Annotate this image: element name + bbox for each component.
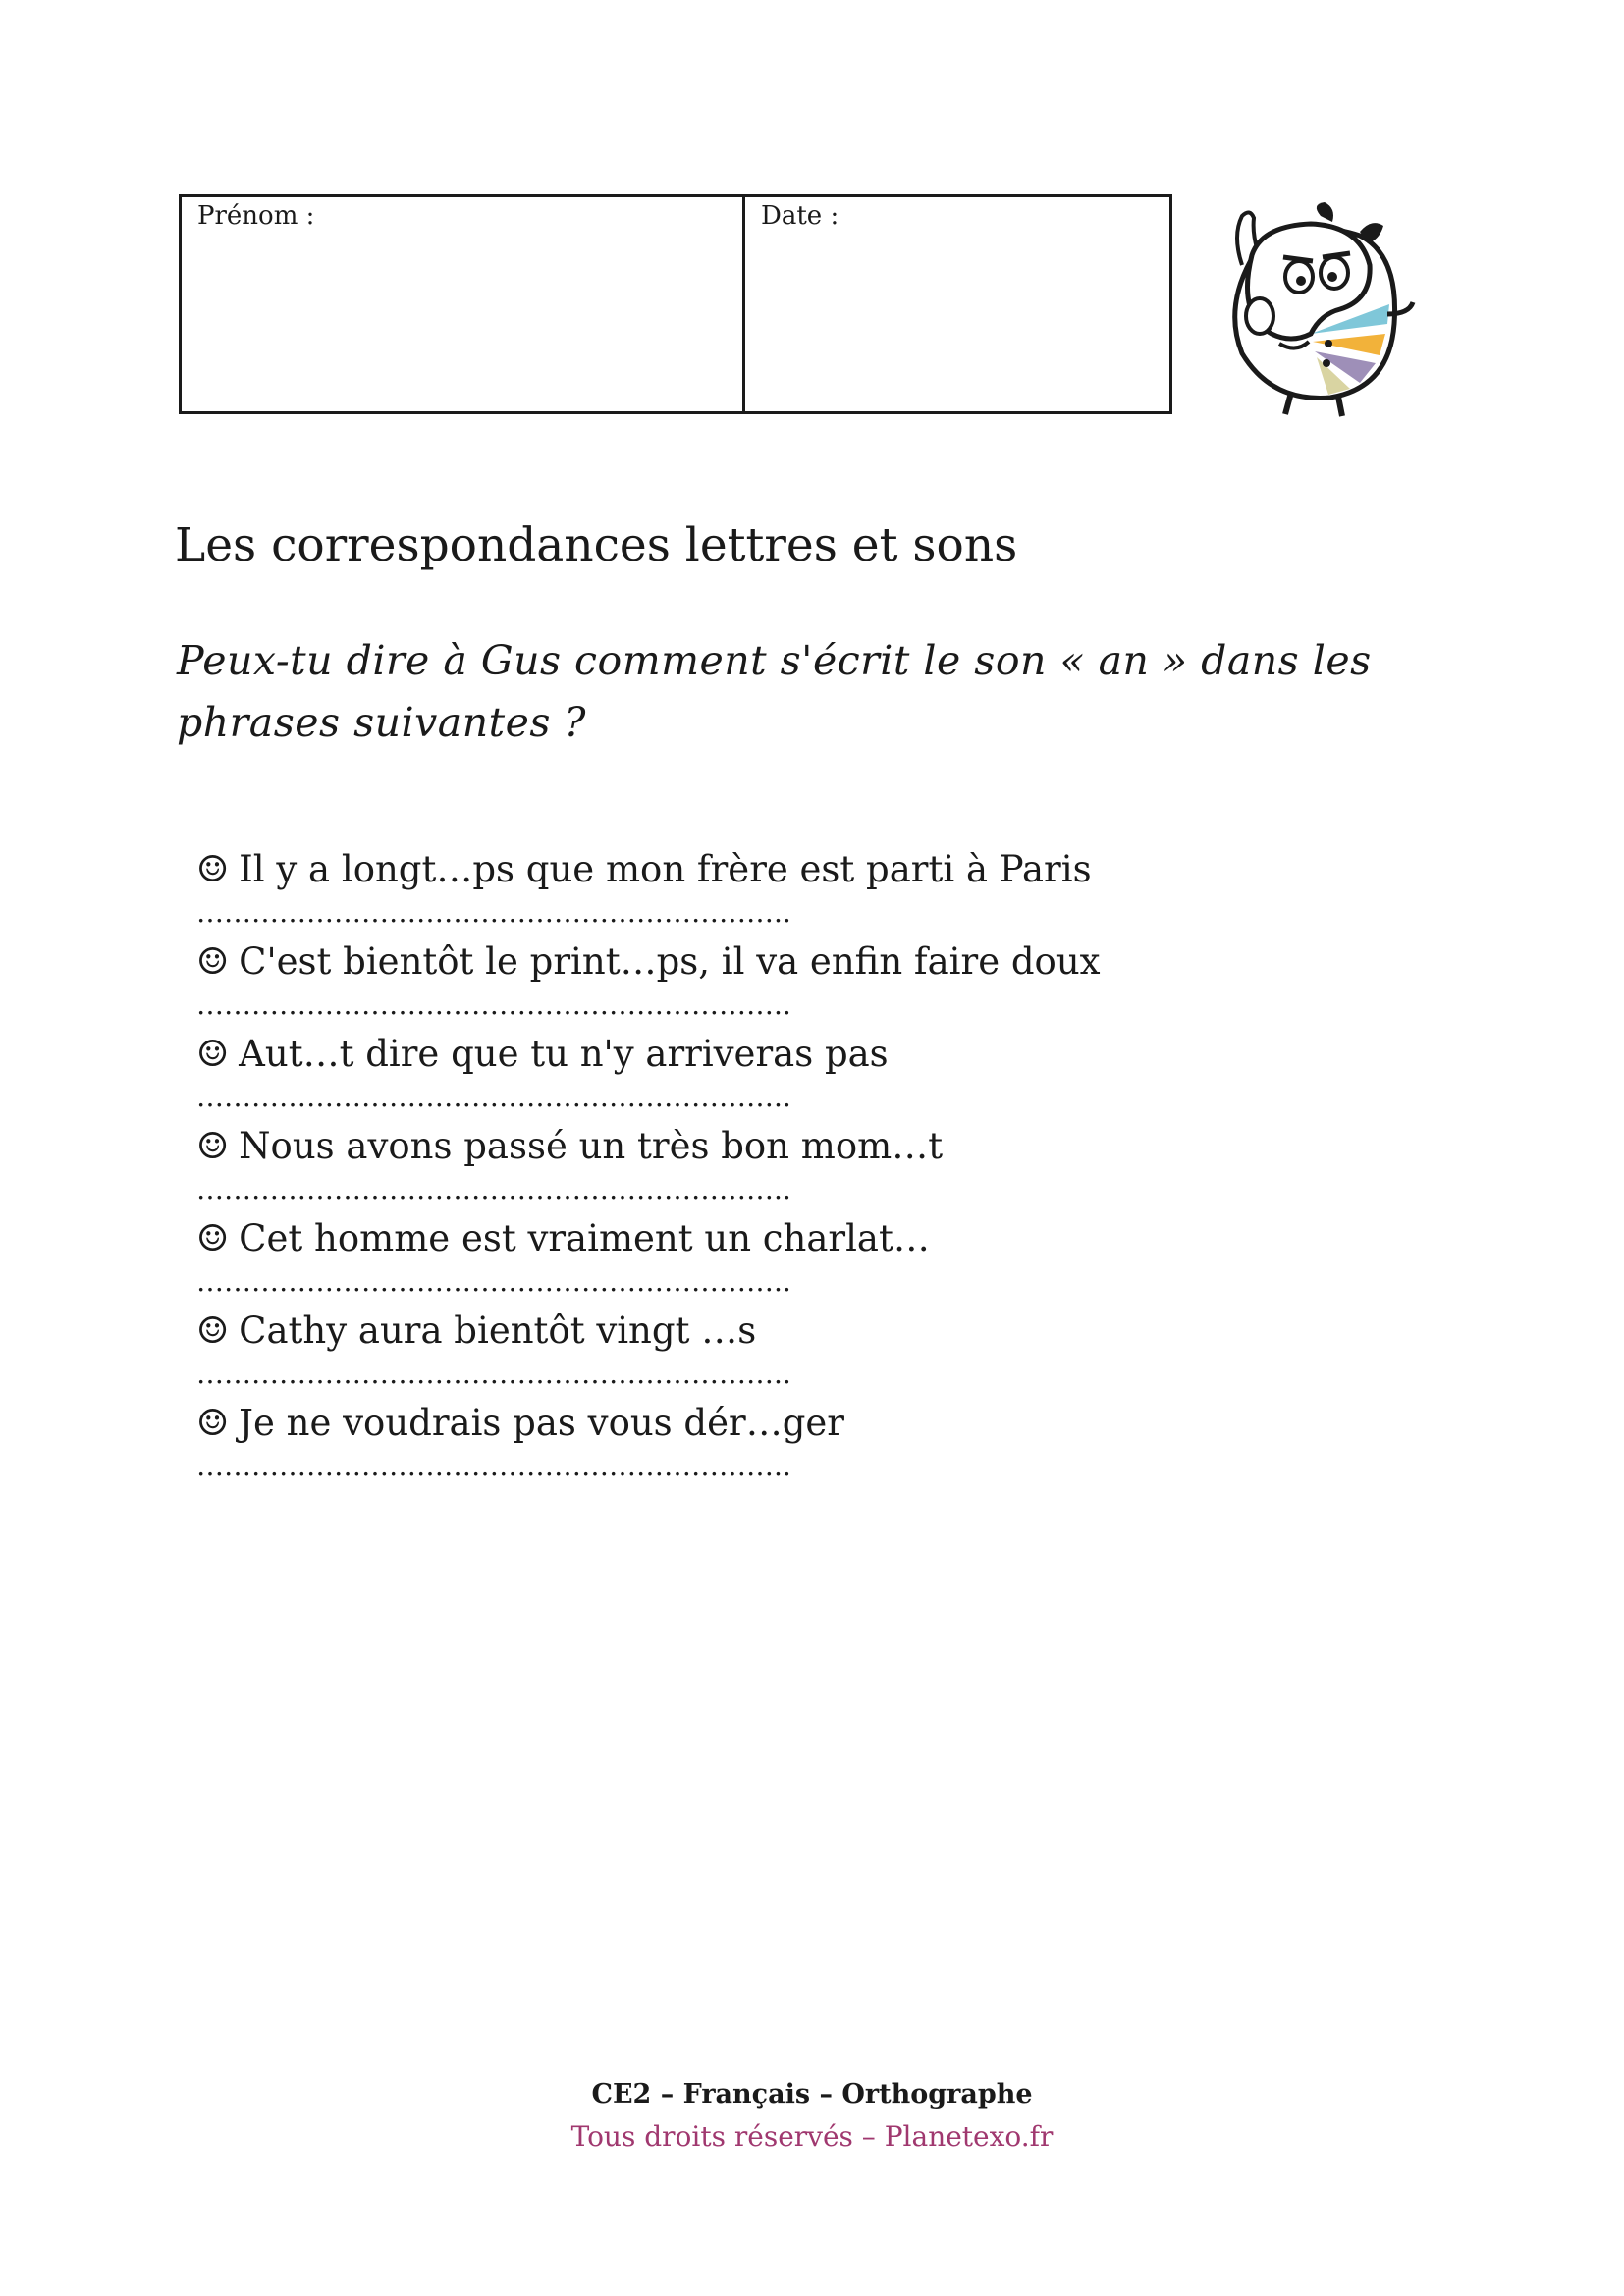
exercise-sentence: Il y a longt…ps que mon frère est parti à Paris bbox=[239, 848, 1092, 890]
footer-copyright: Tous droits réservés – Planetexo.fr bbox=[570, 2120, 1054, 2153]
page-title: Les correspondances lettres et sons bbox=[175, 518, 1018, 572]
list-item bbox=[196, 1031, 1276, 1123]
name-date-table bbox=[179, 194, 1172, 414]
exercise-instructions: Peux-tu dire à Gus comment s'écrit le son « an » dans les phrases suivantes ? bbox=[177, 637, 1372, 746]
answer-field[interactable]: ……………………………………………………….. bbox=[196, 1265, 791, 1298]
smiley-icon: ☺ bbox=[196, 1402, 230, 1444]
footer-course-label: CE2 – Français – Orthographe bbox=[591, 2079, 1033, 2109]
list-item bbox=[196, 938, 1276, 1031]
answer-field[interactable]: ……………………………………………………….. bbox=[196, 1450, 791, 1482]
answer-field[interactable]: ……………………………………………………….. bbox=[196, 896, 791, 929]
list-item bbox=[196, 846, 1276, 938]
list-item bbox=[196, 1400, 1276, 1492]
exercise-sentence: Cet homme est vraiment un charlat… bbox=[239, 1217, 930, 1259]
list-item bbox=[196, 1215, 1276, 1308]
exercise-sentence: Nous avons passé un très bon mom…t bbox=[239, 1125, 944, 1167]
date-field[interactable] bbox=[745, 197, 1169, 411]
first-name-field[interactable] bbox=[182, 197, 745, 411]
exercise-list bbox=[196, 846, 1276, 1492]
smiley-icon: ☺ bbox=[196, 1217, 230, 1259]
exercise-sentence: C'est bientôt le print…ps, il va enfin faire doux bbox=[239, 940, 1101, 983]
exercise-sentence: Je ne voudrais pas vous dér…ger bbox=[239, 1402, 844, 1444]
sheep-mascot-icon bbox=[1203, 196, 1419, 420]
list-item bbox=[196, 1123, 1276, 1215]
answer-field[interactable]: ……………………………………………………….. bbox=[196, 1081, 791, 1113]
smiley-icon: ☺ bbox=[196, 848, 230, 890]
smiley-icon: ☺ bbox=[196, 1125, 230, 1167]
list-item bbox=[196, 1308, 1276, 1400]
smiley-icon: ☺ bbox=[196, 1309, 230, 1352]
first-name-label: Prénom : bbox=[197, 201, 315, 231]
exercise-sentence: Aut…t dire que tu n'y arriveras pas bbox=[239, 1033, 889, 1075]
answer-field[interactable]: ……………………………………………………….. bbox=[196, 1173, 791, 1205]
date-label: Date : bbox=[761, 201, 839, 231]
answer-field[interactable]: ……………………………………………………….. bbox=[196, 1358, 791, 1390]
smiley-icon: ☺ bbox=[196, 1033, 230, 1075]
answer-field[interactable]: ……………………………………………………….. bbox=[196, 988, 791, 1021]
exercise-sentence: Cathy aura bientôt vingt …s bbox=[239, 1309, 757, 1352]
smiley-icon: ☺ bbox=[196, 940, 230, 983]
